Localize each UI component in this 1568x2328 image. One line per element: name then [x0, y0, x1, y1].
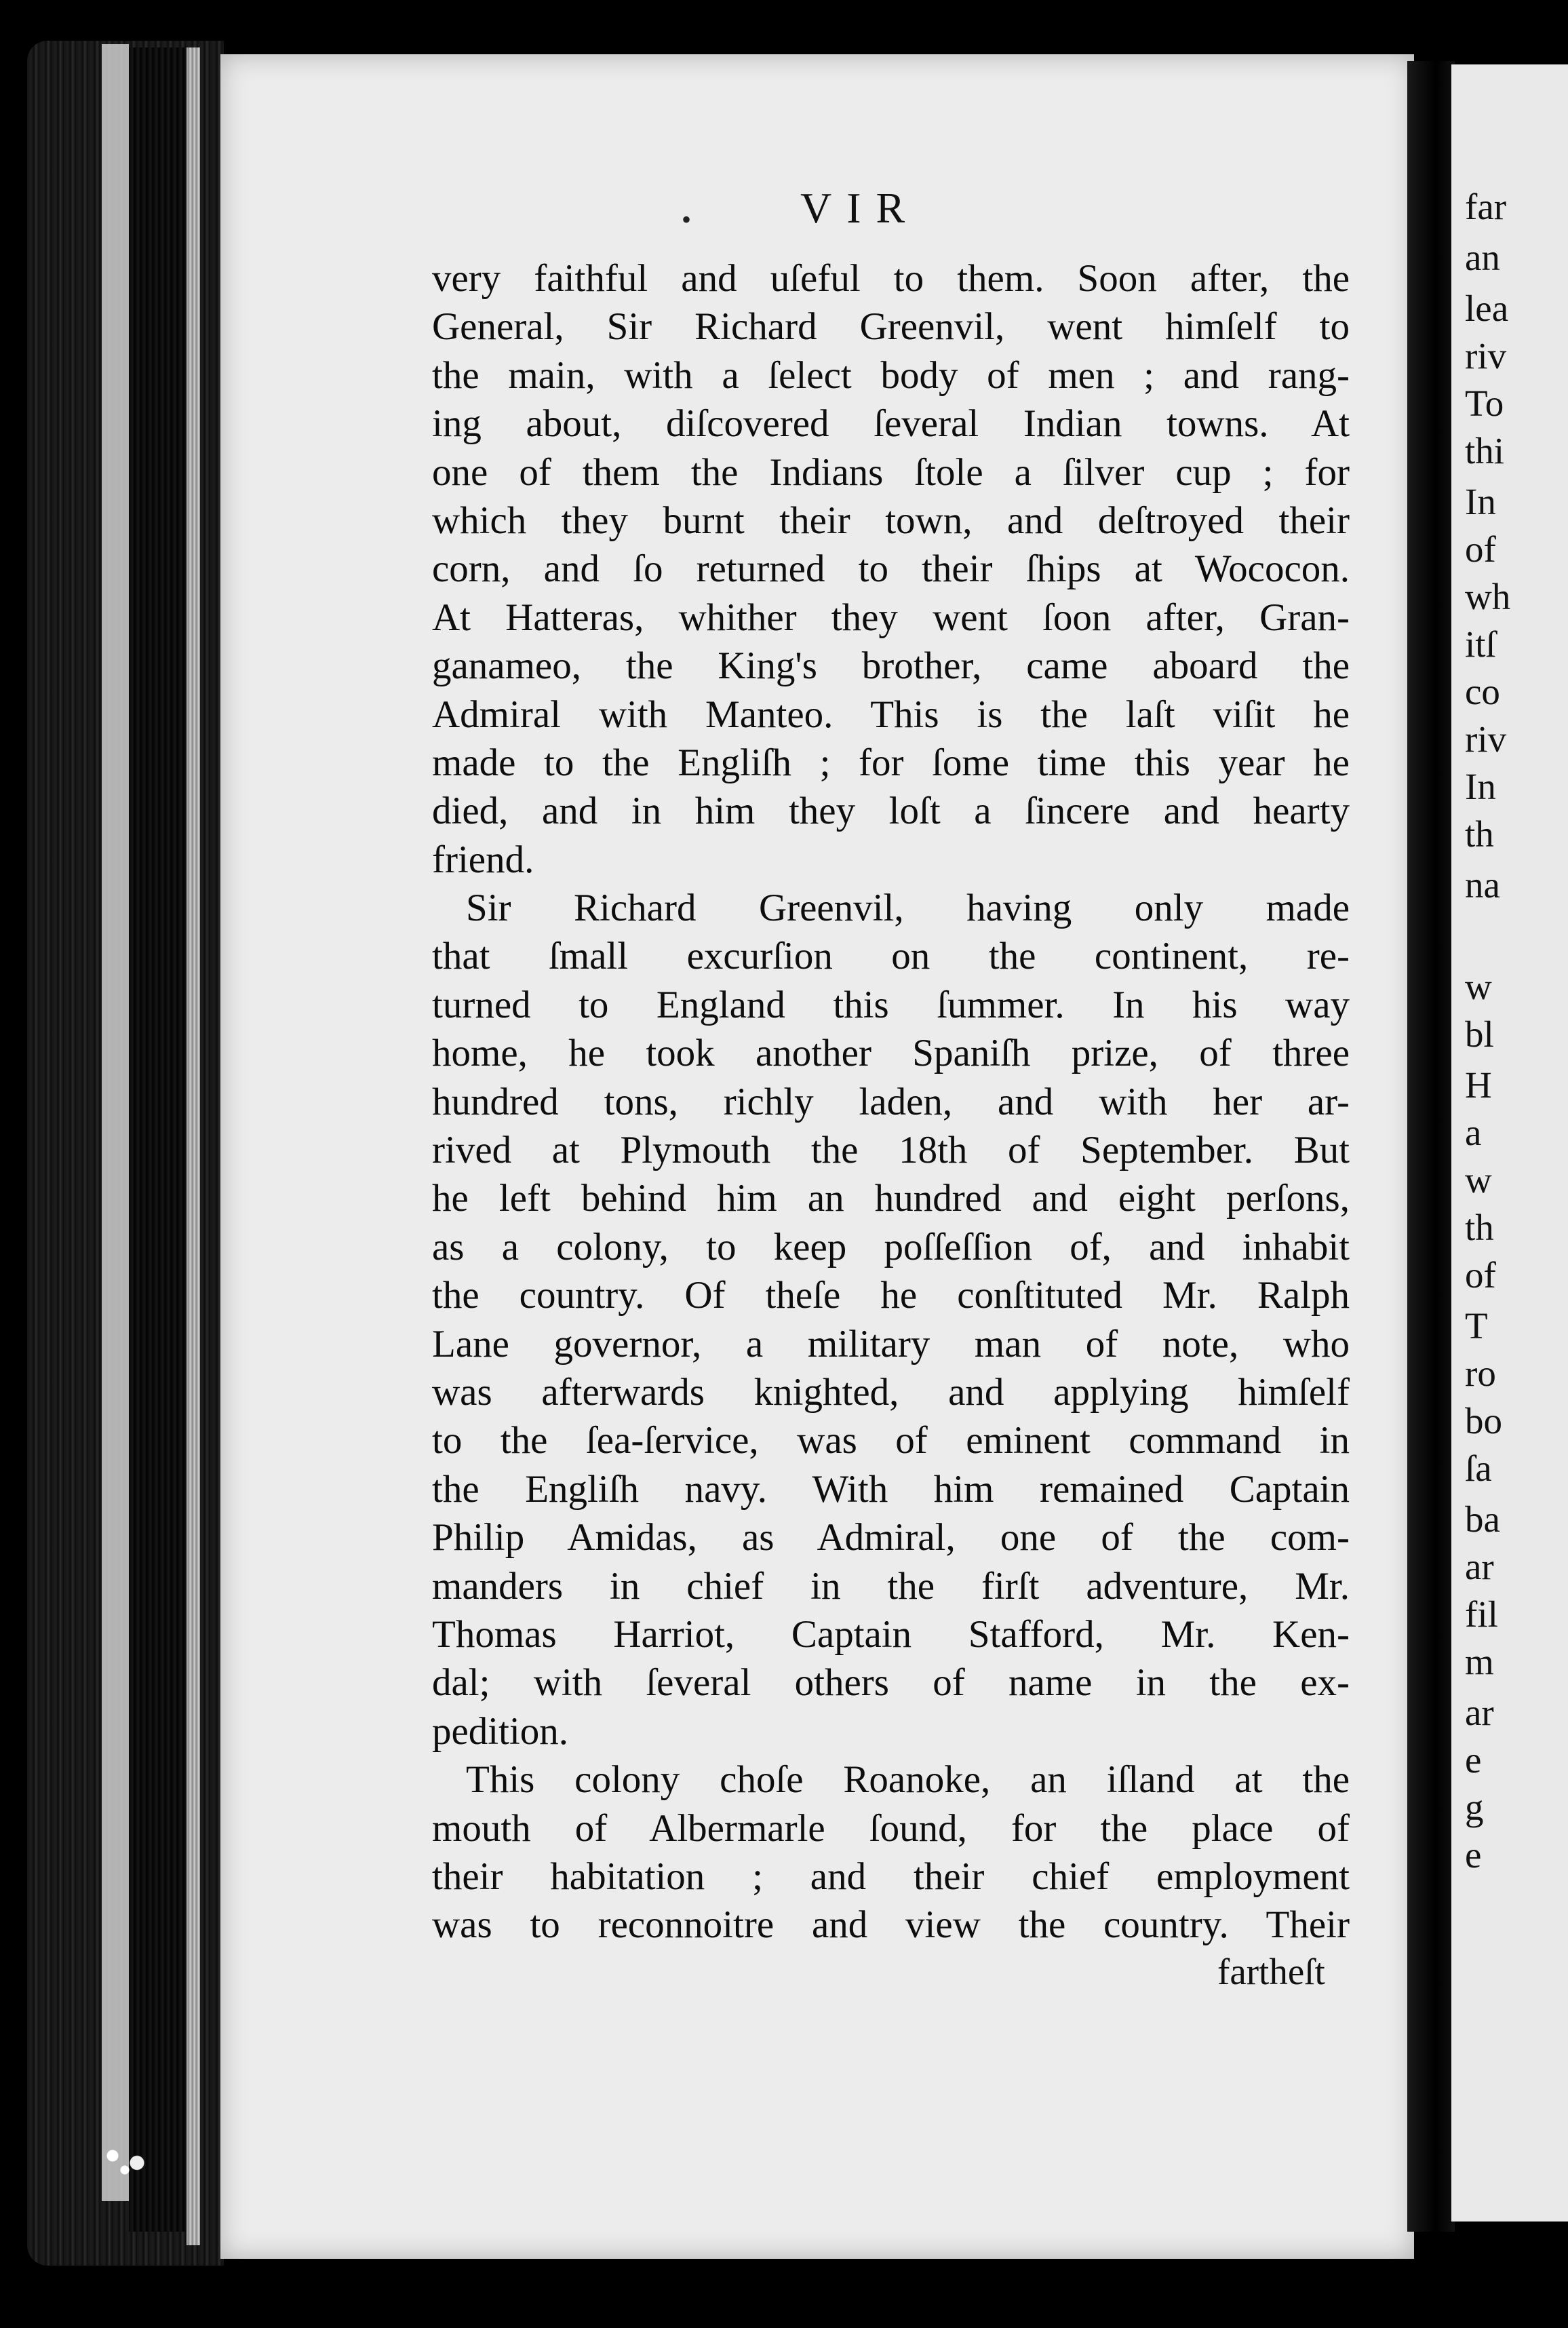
- text-line: to the ſea-ſervice, was of eminent command in: [432, 1419, 1350, 1462]
- text-line: manders in chief in the firſt adventure, Mr.: [432, 1564, 1350, 1608]
- page-edge-thin: [187, 47, 200, 2245]
- facing-page-fragment: T: [1465, 1305, 1488, 1346]
- facing-page-fragment: In: [1465, 766, 1496, 807]
- facing-page-fragment: ſa: [1465, 1448, 1492, 1489]
- printer-mark: •: [682, 204, 692, 235]
- text-line: home, he took another Spaniſh prize, of three: [432, 1032, 1350, 1075]
- text-line: ing about, diſcovered ſeveral Indian towns. At: [432, 402, 1350, 446]
- text-line: rived at Plymouth the 18th of September. But: [432, 1129, 1350, 1172]
- facing-page-fragment: riv: [1465, 335, 1507, 376]
- text-line: he left behind him an hundred and eight perſons,: [432, 1177, 1350, 1220]
- text-line: the main, with a ſelect body of men ; and rang-: [432, 353, 1350, 397]
- facing-page-fragment: th: [1465, 1207, 1494, 1248]
- text-line: Philip Amidas, as Admiral, one of the com-: [432, 1516, 1350, 1559]
- text-line: pedition.: [432, 1709, 569, 1753]
- text-line: Admiral with Manteo. This is the laſt viſit he: [432, 693, 1350, 736]
- text-line: friend.: [432, 838, 534, 881]
- facing-page-fragment: m: [1465, 1641, 1494, 1682]
- catchword: fartheſt: [1217, 1951, 1325, 1992]
- facing-page-fragment: far: [1465, 186, 1507, 227]
- text-line: turned to England this ſummer. In his way: [432, 983, 1350, 1026]
- text-line: hundred tons, richly laden, and with her ar-: [432, 1080, 1350, 1123]
- book-gutter: [1407, 61, 1455, 2232]
- text-line: died, and in him they loſt a ſincere and hearty: [432, 790, 1350, 833]
- facing-page-fragment: of: [1465, 528, 1496, 570]
- facing-page: [1451, 64, 1568, 2222]
- text-line: Thomas Harriot, Captain Stafford, Mr. Ken-: [432, 1612, 1350, 1656]
- facing-page-fragment: H: [1465, 1064, 1492, 1106]
- facing-page-fragment: bl: [1465, 1013, 1494, 1055]
- text-line: made to the Engliſh ; for ſome time this year he: [432, 741, 1350, 784]
- facing-page-fragment: na: [1465, 864, 1500, 906]
- facing-page-fragment: an: [1465, 237, 1500, 278]
- facing-page-fragment: itſ: [1465, 623, 1496, 665]
- facing-page-fragment: of: [1465, 1254, 1496, 1296]
- facing-page-fragment: wh: [1465, 576, 1511, 617]
- facing-page-fragment: In: [1465, 481, 1496, 522]
- facing-page-fragment: th: [1465, 813, 1494, 855]
- text-line: was to reconnoitre and view the country. Their: [432, 1903, 1350, 1947]
- text-line: was afterwards knighted, and applying himſelf: [432, 1370, 1350, 1414]
- text-line: General, Sir Richard Greenvil, went himſelf to: [432, 305, 1350, 349]
- facing-page-fragment: ar: [1465, 1692, 1494, 1733]
- facing-page-fragment: g: [1465, 1787, 1484, 1828]
- facing-page-fragment: To: [1465, 383, 1504, 424]
- text-line: dal; with ſeveral others of name in the ex-: [432, 1661, 1350, 1705]
- facing-page-fragment: w: [1465, 966, 1492, 1007]
- text-line: At Hatteras, whither they went ſoon after, Gran-: [432, 596, 1350, 639]
- facing-page-fragment: bo: [1465, 1400, 1502, 1441]
- facing-page-fragment: e: [1465, 1834, 1482, 1876]
- facing-page-fragment: lea: [1465, 288, 1509, 329]
- text-line: the country. Of theſe he conſtituted Mr. Ralph: [432, 1274, 1350, 1317]
- text-line: their habitation ; and their chief employment: [432, 1855, 1350, 1898]
- page-edge-dark: [129, 47, 190, 2232]
- text-line: corn, and ſo returned to their ſhips at Wococon.: [432, 547, 1350, 591]
- running-head: VIR: [800, 184, 920, 232]
- text-line: which they burnt their town, and deſtroyed their: [432, 499, 1350, 542]
- facing-page-fragment: riv: [1465, 718, 1507, 760]
- text-line: as a colony, to keep poſſeſſion of, and inhabit: [432, 1225, 1350, 1268]
- facing-page-fragment: a: [1465, 1112, 1482, 1153]
- body-text: [432, 254, 1350, 1949]
- facing-page-fragment: ar: [1465, 1546, 1494, 1587]
- facing-page-fragment: fil: [1465, 1593, 1498, 1635]
- text-line: very faithful and uſeful to them. Soon after, the: [432, 257, 1350, 300]
- facing-page-fragment: co: [1465, 671, 1500, 712]
- text-line: This colony choſe Roanoke, an iſland at the: [466, 1758, 1350, 1802]
- facing-page-fragment: ba: [1465, 1498, 1500, 1540]
- facing-page-fragment: ro: [1465, 1353, 1496, 1394]
- facing-page-fragment: w: [1465, 1159, 1492, 1201]
- scan-specks: [88, 2137, 170, 2184]
- text-line: one of them the Indians ſtole a ſilver cup ; for: [432, 450, 1350, 494]
- text-line: Sir Richard Greenvil, having only made: [466, 887, 1350, 930]
- text-line: Lane governor, a military man of note, who: [432, 1322, 1350, 1365]
- facing-page-fragment: e: [1465, 1739, 1482, 1781]
- text-line: the Engliſh navy. With him remained Captain: [432, 1467, 1350, 1511]
- page-edge-light: [102, 44, 129, 2201]
- facing-page-fragment: thi: [1465, 430, 1505, 471]
- text-line: ganameo, the King's brother, came aboard the: [432, 644, 1350, 688]
- text-line: mouth of Albermarle ſound, for the place of: [432, 1806, 1350, 1850]
- text-line: that ſmall excurſion on the continent, re-: [432, 935, 1350, 978]
